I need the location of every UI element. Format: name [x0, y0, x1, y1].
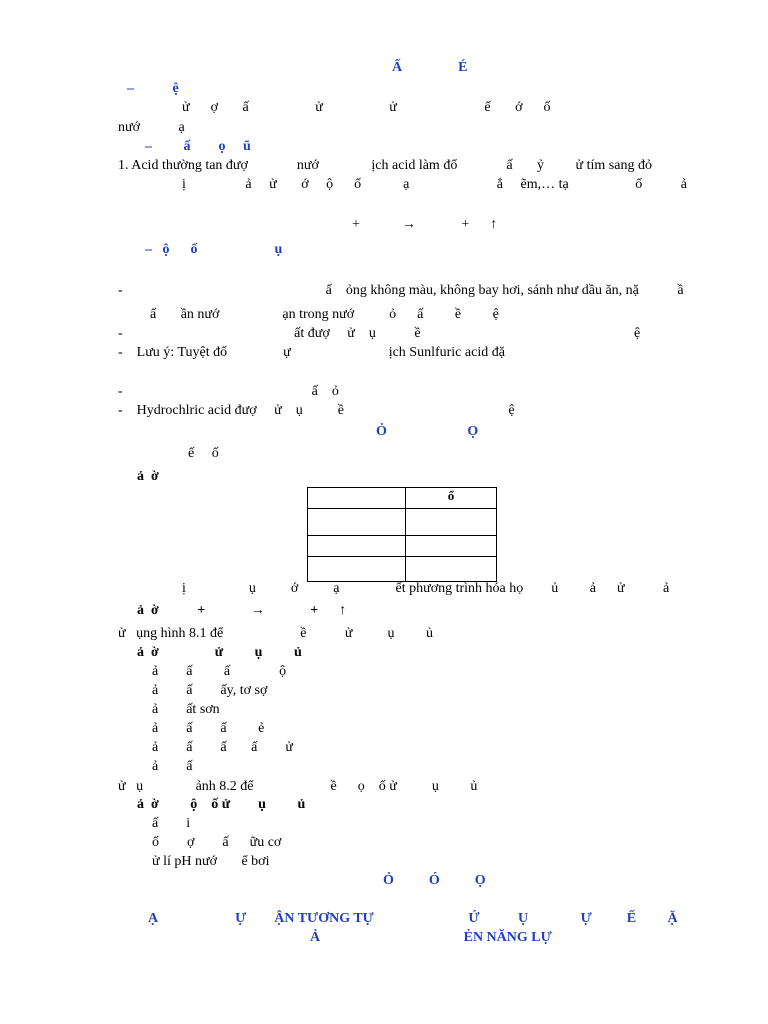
answer-label: ả ờ [137, 469, 159, 484]
table-cell [406, 536, 497, 557]
text-line: ị ả ử ớ ộ ố ạ ắ ẽm,… tạ ố ả [182, 177, 687, 192]
section-heading: Ạ Ự ẬN TƯƠNG TỰ Ứ Ụ Ự Ế Ặ [148, 911, 678, 926]
page-title: Ấ É [392, 60, 468, 75]
table-cell [308, 488, 406, 509]
text-line: ế ố [188, 446, 219, 461]
bullet-line: - Lưu ý: Tuyệt đố ự ịch Sunlfuric acid đặ [118, 345, 505, 360]
list-item: ả ấ [152, 759, 193, 774]
section-heading: Ả ẺN NĂNG LỰ [310, 930, 552, 945]
section-heading: – ộ ố ụ [145, 242, 283, 257]
bullet-line: - Hydrochlric acid đượ ử ụ ề ệ [118, 403, 515, 418]
list-item: ả ấ ấ ộ [152, 664, 287, 679]
list-item: ử lí pH nướ ể bơi [152, 854, 270, 869]
list-item: ố ợ ấ ữu cơ [152, 835, 282, 850]
text-line: 1. Acid thường tan đượ nướ ịch acid làm đổ ấ ỷ ử tím sang đỏ [118, 158, 652, 173]
table-row [308, 488, 497, 509]
table-cell [308, 557, 406, 582]
bullet-line: - ấ ỏng không màu, không bay hơi, sánh như dầu ăn, nặ ầ [118, 283, 684, 298]
text-line: ấ ần nướ ạn trong nướ ỏ ấ ề ệ [150, 307, 499, 322]
section-heading: – ấ ọ ũ [145, 139, 251, 154]
table-row [308, 509, 497, 536]
table-cell [406, 509, 497, 536]
section-heading: Ỏ Ó Ọ [383, 873, 486, 888]
table-row [308, 536, 497, 557]
bullet-line: - ấ ỏ [118, 384, 339, 399]
answer-label: ả ờ + → + ↑ [137, 603, 347, 618]
table-cell [406, 557, 497, 582]
table-row [308, 557, 497, 582]
list-item: ả ấ ấ ấ ử [152, 740, 293, 755]
list-item: ấ i [152, 816, 191, 831]
section-heading: Ỏ Ọ [376, 424, 479, 439]
list-item: ả ất sơn [152, 702, 220, 717]
text-line: ử ụng hình 8.1 để ề ử ụ ủ [118, 626, 433, 641]
list-item: ả ấ ấ ẻ [152, 721, 265, 736]
data-table [307, 487, 497, 582]
text-line: ử ụ ảnh 8.2 để ề ọ ố ử ụ ủ [118, 779, 478, 794]
section-heading: – ệ [127, 81, 179, 96]
text-line: nướ ạ [118, 120, 185, 135]
text-line: ị ụ ớ ạ ết phương trình hóa họ ủ ả ử ả [182, 581, 670, 596]
list-item: ả ấ ấy, tơ sợ [152, 683, 268, 698]
text-line: ử ợ ấ ử ử ế ớ ố [182, 100, 551, 115]
bullet-line: - ất đượ ử ụ ề ệ [118, 326, 641, 341]
table-cell: ổ [406, 488, 497, 509]
table-cell [308, 536, 406, 557]
table-cell [308, 509, 406, 536]
answer-label: ả ờ ộ ố ử ụ ủ [137, 797, 306, 812]
equation-line: + → + ↑ [352, 217, 498, 232]
answer-label: ả ờ ử ụ ủ [137, 645, 302, 660]
